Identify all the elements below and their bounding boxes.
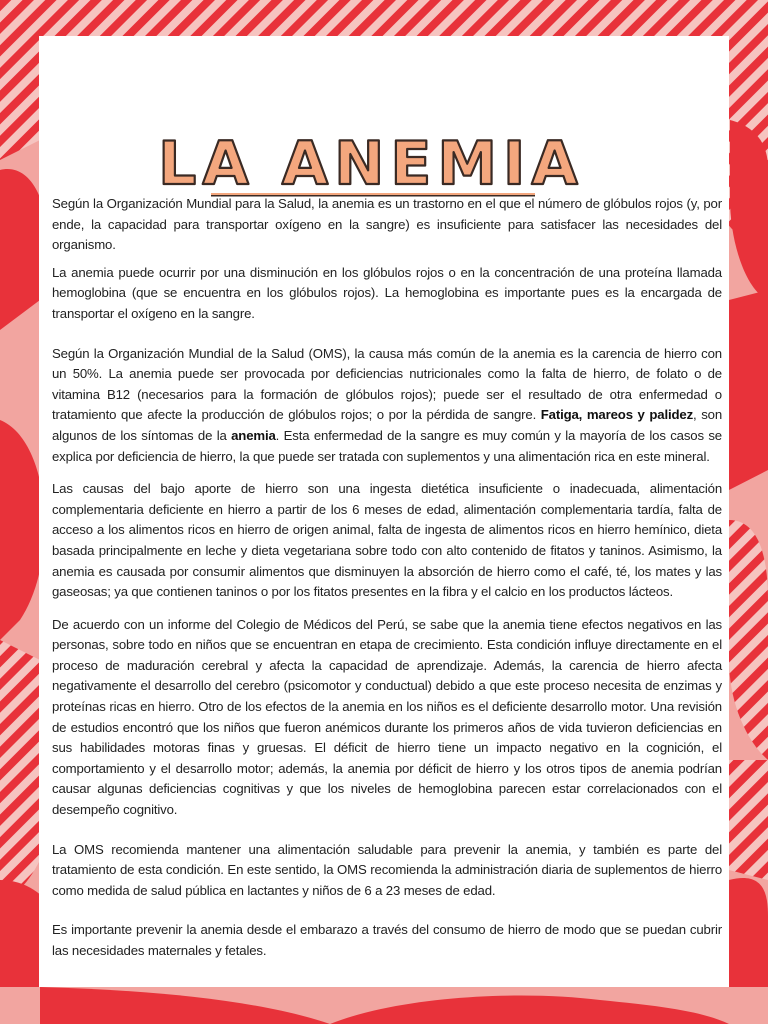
- title-text: LA ANEMIA: [158, 129, 584, 199]
- anemia-bold: anemia: [231, 427, 276, 443]
- article-body: [52, 194, 722, 962]
- page-title: [39, 124, 729, 204]
- paragraph-2: La anemia puede ocurrir por una disminución en los glóbulos rojos o en la concentración de una proteína llamada hemoglobina (que se encuentra en los glóbulos rojos). La hemoglobina es importante pues es la encargada de transportar el oxígeno en la sangre.: [52, 264, 722, 321]
- paragraph-3-start: Según la Organización Mundial de la Salud (OMS), la causa más común de la anemia es la carencia de hierro con un 50%. La anemia puede ser provocada por deficiencias nutricionales como la falta de hierro, de folato o de vitamina B12 (necesarios para la formación de glóbulos rojos); puede ser el resultado de otra enfermedad o tratamiento que afecte la producción de glóbulos rojos; o por la pérdida de sangre.: [52, 345, 722, 423]
- symptoms-bold: Fatiga, mareos y palidez: [540, 407, 694, 423]
- paragraph-4: Las causas del bajo aporte de hierro son una ingesta dietética insuficiente o inadecuada, alimentación complementaria deficiente en hierro a partir de los 6 meses de edad, alimentación complementaria tardía, falta de acceso a los alimentos ricos en hierro de origen animal, falta de ingesta de alimentos ricos en hierro hemínico, dieta basada principalmente en leche y dieta vegetariana sobre todo con alto contenido de fitatos y taninos. Asimismo, la anemia es causada por consumir alimentos que disminuyen la absorción de hierro como el café, té, los mates y las gaseosas; ya que contienen taninos o por los fitatos presentes en la fibra y el calcio en los productos lácteos.: [52, 481, 722, 600]
- paragraph-3-middle: , son algunos de los síntomas de la: [52, 407, 723, 443]
- document-card: [39, 36, 729, 987]
- paragraph-5: De acuerdo con un informe del Colegio de Médicos del Perú, se sabe que la anemia tiene efectos negativos en las personas, sobre todo en niños que se encuentran en etapa de crecimiento. Esta condición influye directamente en el proceso de maduración cerebral y afecta la capacidad de aprendizaje. Además, la carencia de hierro afecta negativamente el desarrollo del cerebro (psicomotor y conductual) debido a que este proceso necesita de enzimas y proteínas ricas en hierro. Otro de los efectos de la anemia en los niños es el deficiente desarrollo motor. Una revisión de estudios encontró que los niños que fueron anémicos durante los primeros años de vida tuvieron deficiencias en sus habilidades motoras finas y gruesas. El déficit de hierro tiene un impacto negativo en la cognición, el comportamiento y el desarrollo motor; además, la anemia por déficit de hierro y los otros tipos de anemia podrían causar algunas deficiencias cognitivas y que los niveles de hemoglobina parecen estar correlacionados con el desempeño cognitivo.: [52, 616, 722, 818]
- paragraph-3: [52, 344, 722, 468]
- paragraph-1: Según la Organización Mundial para la Salud, la anemia es un trastorno en el que el número de glóbulos rojos (y, por ende, la capacidad para transportar oxígeno en la sangre) es insuficiente para satisfacer las necesidades del organismo.: [52, 196, 722, 253]
- paragraph-6: La OMS recomienda mantener una alimentación saludable para prevenir la anemia, y también es parte del tratamiento de esta condición. En este sentido, la OMS recomienda la administración diaria de suplementos de hierro como medida de salud pública en lactantes y niños de 6 a 23 meses de edad.: [52, 841, 722, 898]
- paragraph-7: Es importante prevenir la anemia desde el embarazo a través del consumo de hierro de modo que se puedan cubrir las necesidades maternales y fetales.: [52, 922, 722, 958]
- paragraph-3-end: . Esta enfermedad de la sangre es muy común y la mayoría de los casos se explica por deficiencia de hierro, la que puede ser tratada con suplementos y una alimentación rica en este mineral.: [52, 427, 722, 464]
